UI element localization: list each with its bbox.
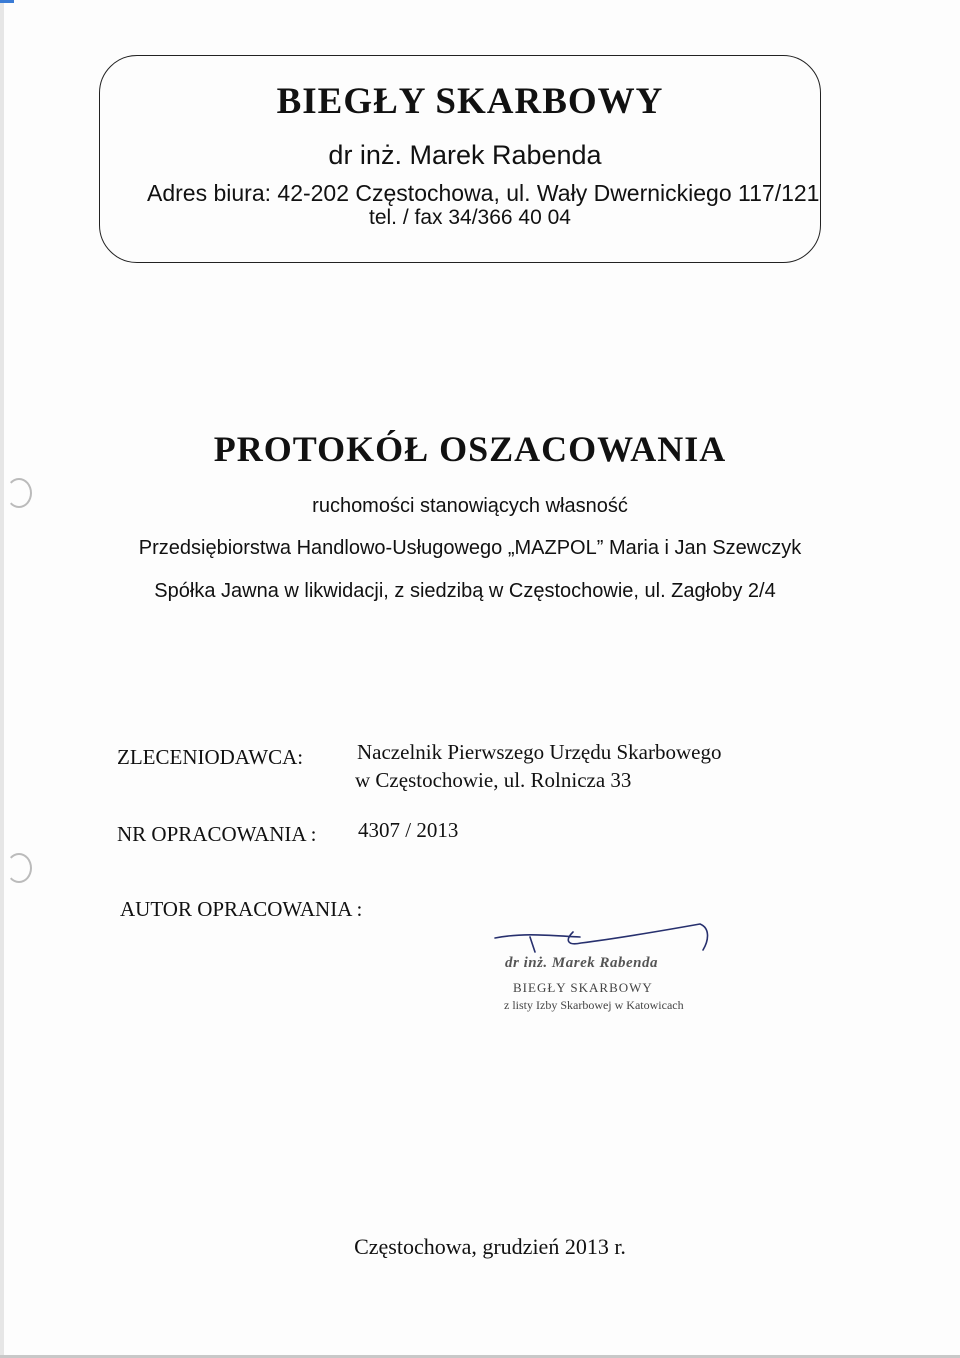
stamp-name: dr inż. Marek Rabenda	[505, 955, 659, 971]
study-number-label: NR OPRACOWANIA :	[117, 822, 317, 846]
client-label: ZLECENIODAWCA:	[117, 745, 304, 769]
document-subtitle-line: Przedsiębiorstwa Handlowo-Usługowego „MAZPOL” Maria i Jan Szewczyk	[138, 537, 802, 559]
client-value: w Częstochowie, ul. Rolnicza 33	[355, 768, 632, 792]
letterhead-address: Adres biura: 42-202 Częstochowa, ul. Wały Dwernickiego 117/121	[147, 180, 820, 206]
study-number-value: 4307 / 2013	[358, 818, 459, 842]
page-left-edge	[0, 0, 4, 1358]
stamp-title: BIEGŁY SKARBOWY	[513, 980, 653, 995]
place-and-date: Częstochowa, grudzień 2013 r.	[354, 1234, 626, 1259]
document-title: PROTOKÓŁ OSZACOWANIA	[213, 429, 727, 469]
stamp-registry: z listy Izby Skarbowej w Katowicach	[504, 998, 684, 1012]
letterhead-title: BIEGŁY SKARBOWY	[276, 81, 664, 122]
letterhead-name: dr inż. Marek Rabenda	[328, 140, 602, 170]
punch-hole	[6, 853, 32, 883]
document-subtitle-line: Spółka Jawna w likwidacji, z siedzibą w Częstochowie, ul. Zagłoby 2/4	[154, 580, 776, 602]
author-label: AUTOR OPRACOWANIA :	[120, 897, 363, 921]
scan-mark	[0, 0, 14, 3]
document-subtitle-line: ruchomości stanowiących własność	[312, 495, 628, 517]
letterhead-phone: tel. / fax 34/366 40 04	[369, 206, 571, 229]
client-value: Naczelnik Pierwszego Urzędu Skarbowego	[357, 740, 722, 764]
